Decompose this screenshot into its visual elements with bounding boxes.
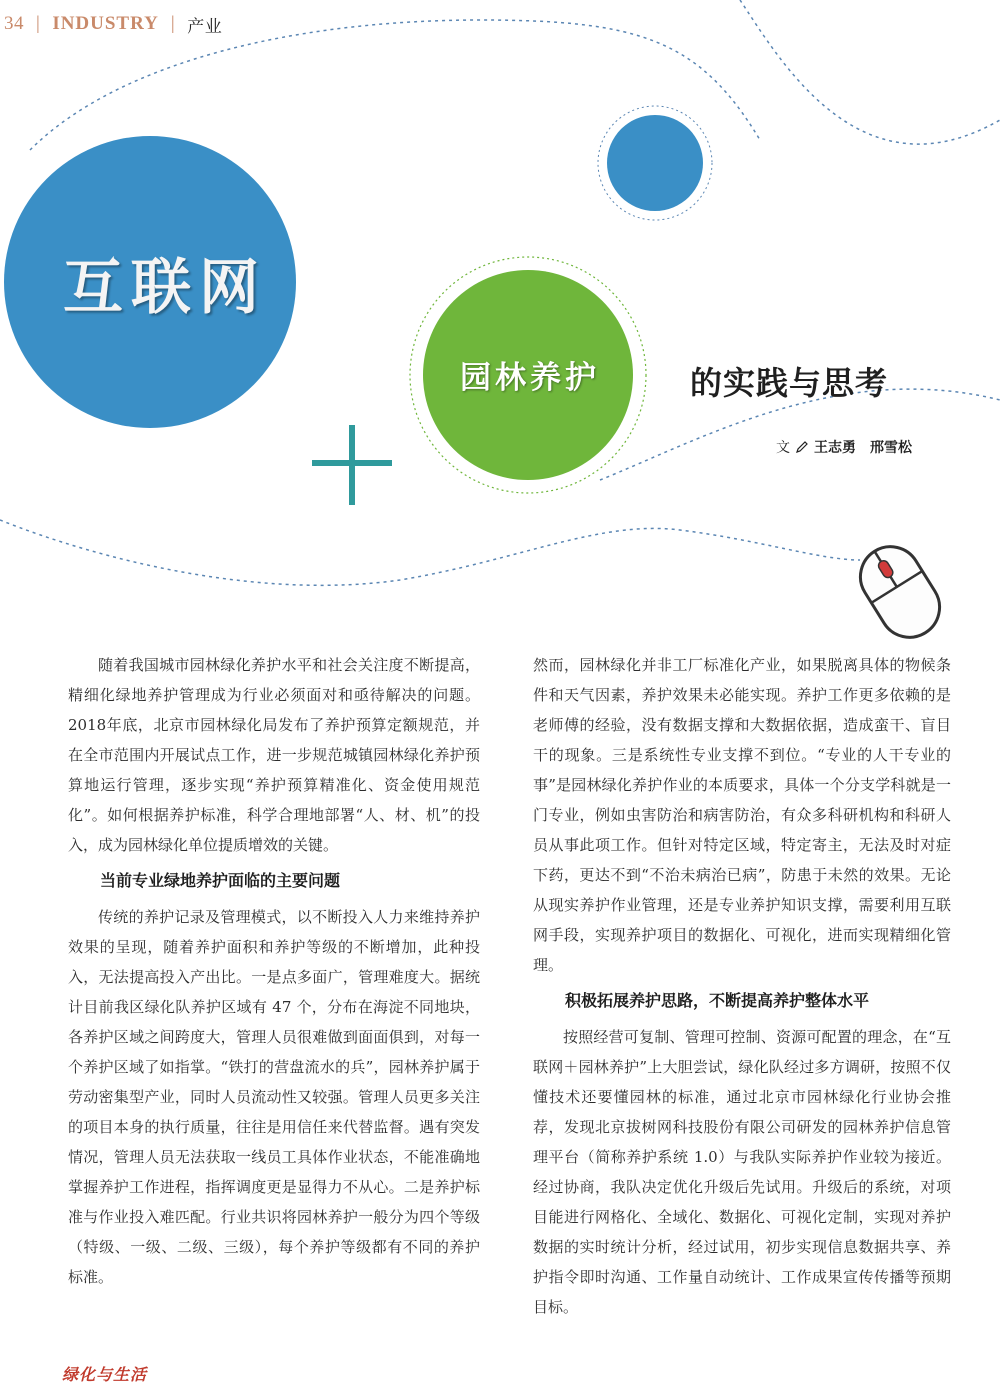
paragraph: 然而，园林绿化并非工厂标准化产业，如果脱离具体的物候条件和天气因素，养护效果未必能实现。养护工作更多依赖的是老师傅的经验，没有数据支撑和大数据依据，造成蛮干、盲目干的现象。三是系统性专业支撑不到位。“专业的人干专业的事”是园林绿化养护作业的本质要求，具体一个分支学科就是一门专业，例如虫害防治和病害防治，有众多科研机构和科研人员从事此项工作。但针对特定区域，特定寄主，无法及时对症下药，更达不到“不治未病治已病”，防患于未然的效果。无论从现实养护作业管理，还是专业养护知识支撑，需要利用互联网手段，实现养护项目的数据化、可视化，进而实现精细化管理。 xyxy=(533,656,951,974)
article-column-left xyxy=(68,650,480,1292)
green-circle-title: 园林养护 xyxy=(460,360,600,396)
byline-prefix: 文 xyxy=(776,440,790,456)
page-number: 34 xyxy=(4,13,24,34)
plus-sign-v xyxy=(349,425,355,505)
mouse-icon xyxy=(849,535,951,648)
header-divider: | xyxy=(36,13,41,34)
subtitle: 的实践与思考 xyxy=(690,364,889,402)
authors: 王志勇 邢雪松 xyxy=(814,440,912,456)
byline xyxy=(776,437,912,457)
dotted-curve xyxy=(740,0,1000,144)
main-title: 互联网 xyxy=(63,253,267,323)
paragraph: 随着我国城市园林绿化养护水平和社会关注度不断提高，精细化绿地养护管理成为行业必须面对和亟待解决的问题。2018年底，北京市园林绿化局发布了养护预算定额规范，并在全市范围内开展试点工作，进一步规范城镇园林绿化养护预算地运行管理，逐步实现“养护预算精准化、资金使用规范化”。如何根据养护标准，科学合理地部署“人、材、机”的投入，成为园林绿化单位提质增效的关键。 xyxy=(68,656,480,854)
dotted-curve xyxy=(0,520,860,585)
section-label-cn: 产业 xyxy=(187,16,223,37)
section-heading: 积极拓展养护思路，不断提高养护整体水平 xyxy=(565,991,870,1010)
article-column-right xyxy=(533,650,951,1322)
magazine-logo: 绿化与生活 xyxy=(62,1365,148,1384)
pen-icon xyxy=(795,440,809,454)
paragraph: 按照经营可复制、管理可控制、资源可配置的理念，在“互联网＋园林养护”上大胆尝试，绿化队经过多方调研，按照不仅懂技术还要懂园林的标准，通过北京市园林绿化行业协会推荐，发现北京拔树网科技股份有限公司研发的园林养护信息管理平台（简称养护系统 1.0）与我队实际养护作业较为接近。经过协商，我队决定优化升级后先试用。升级后的系统，对项目能进行网格化、全域化、数据化、可视化定制，实现对养护数据的实时统计分析，经过试用，初步实现信息数据共享、养护指令即时沟通、工作量自动统计、工作成果宣传传播等预期目标。 xyxy=(533,1028,951,1316)
small-blue-circle xyxy=(607,115,703,211)
section-heading: 当前专业绿地养护面临的主要问题 xyxy=(100,871,341,890)
section-label: INDUSTRY xyxy=(52,13,159,34)
paragraph: 传统的养护记录及管理模式，以不断投入人力来维持养护效果的呈现，随着养护面积和养护等级的不断增加，此种投入，无法提高投入产出比。一是点多面广，管理难度大。据统计目前我区绿化队养护区域有 47 个，分布在海淀不同地块，各养护区域之间跨度大，管理人员很难做到面面俱到，对每一个养护区域了如指掌。“铁打的营盘流水的兵”，园林养护属于劳动密集型产业，同时人员流动性又较强。管理人员更多关注的项目本身的执行质量，往往是用信任来代替监督。遇有突发情况，管理人员无法获取一线员工具体作业状态，不能准确地掌握养护工作进程，指挥调度更是显得力不从心。二是养护标准与作业投入难匹配。行业共识将园林养护一般分为四个等级（特级、一级、二级、三级），每个养护等级都有不同的养护标准。 xyxy=(68,908,480,1286)
header-divider: | xyxy=(170,13,176,34)
